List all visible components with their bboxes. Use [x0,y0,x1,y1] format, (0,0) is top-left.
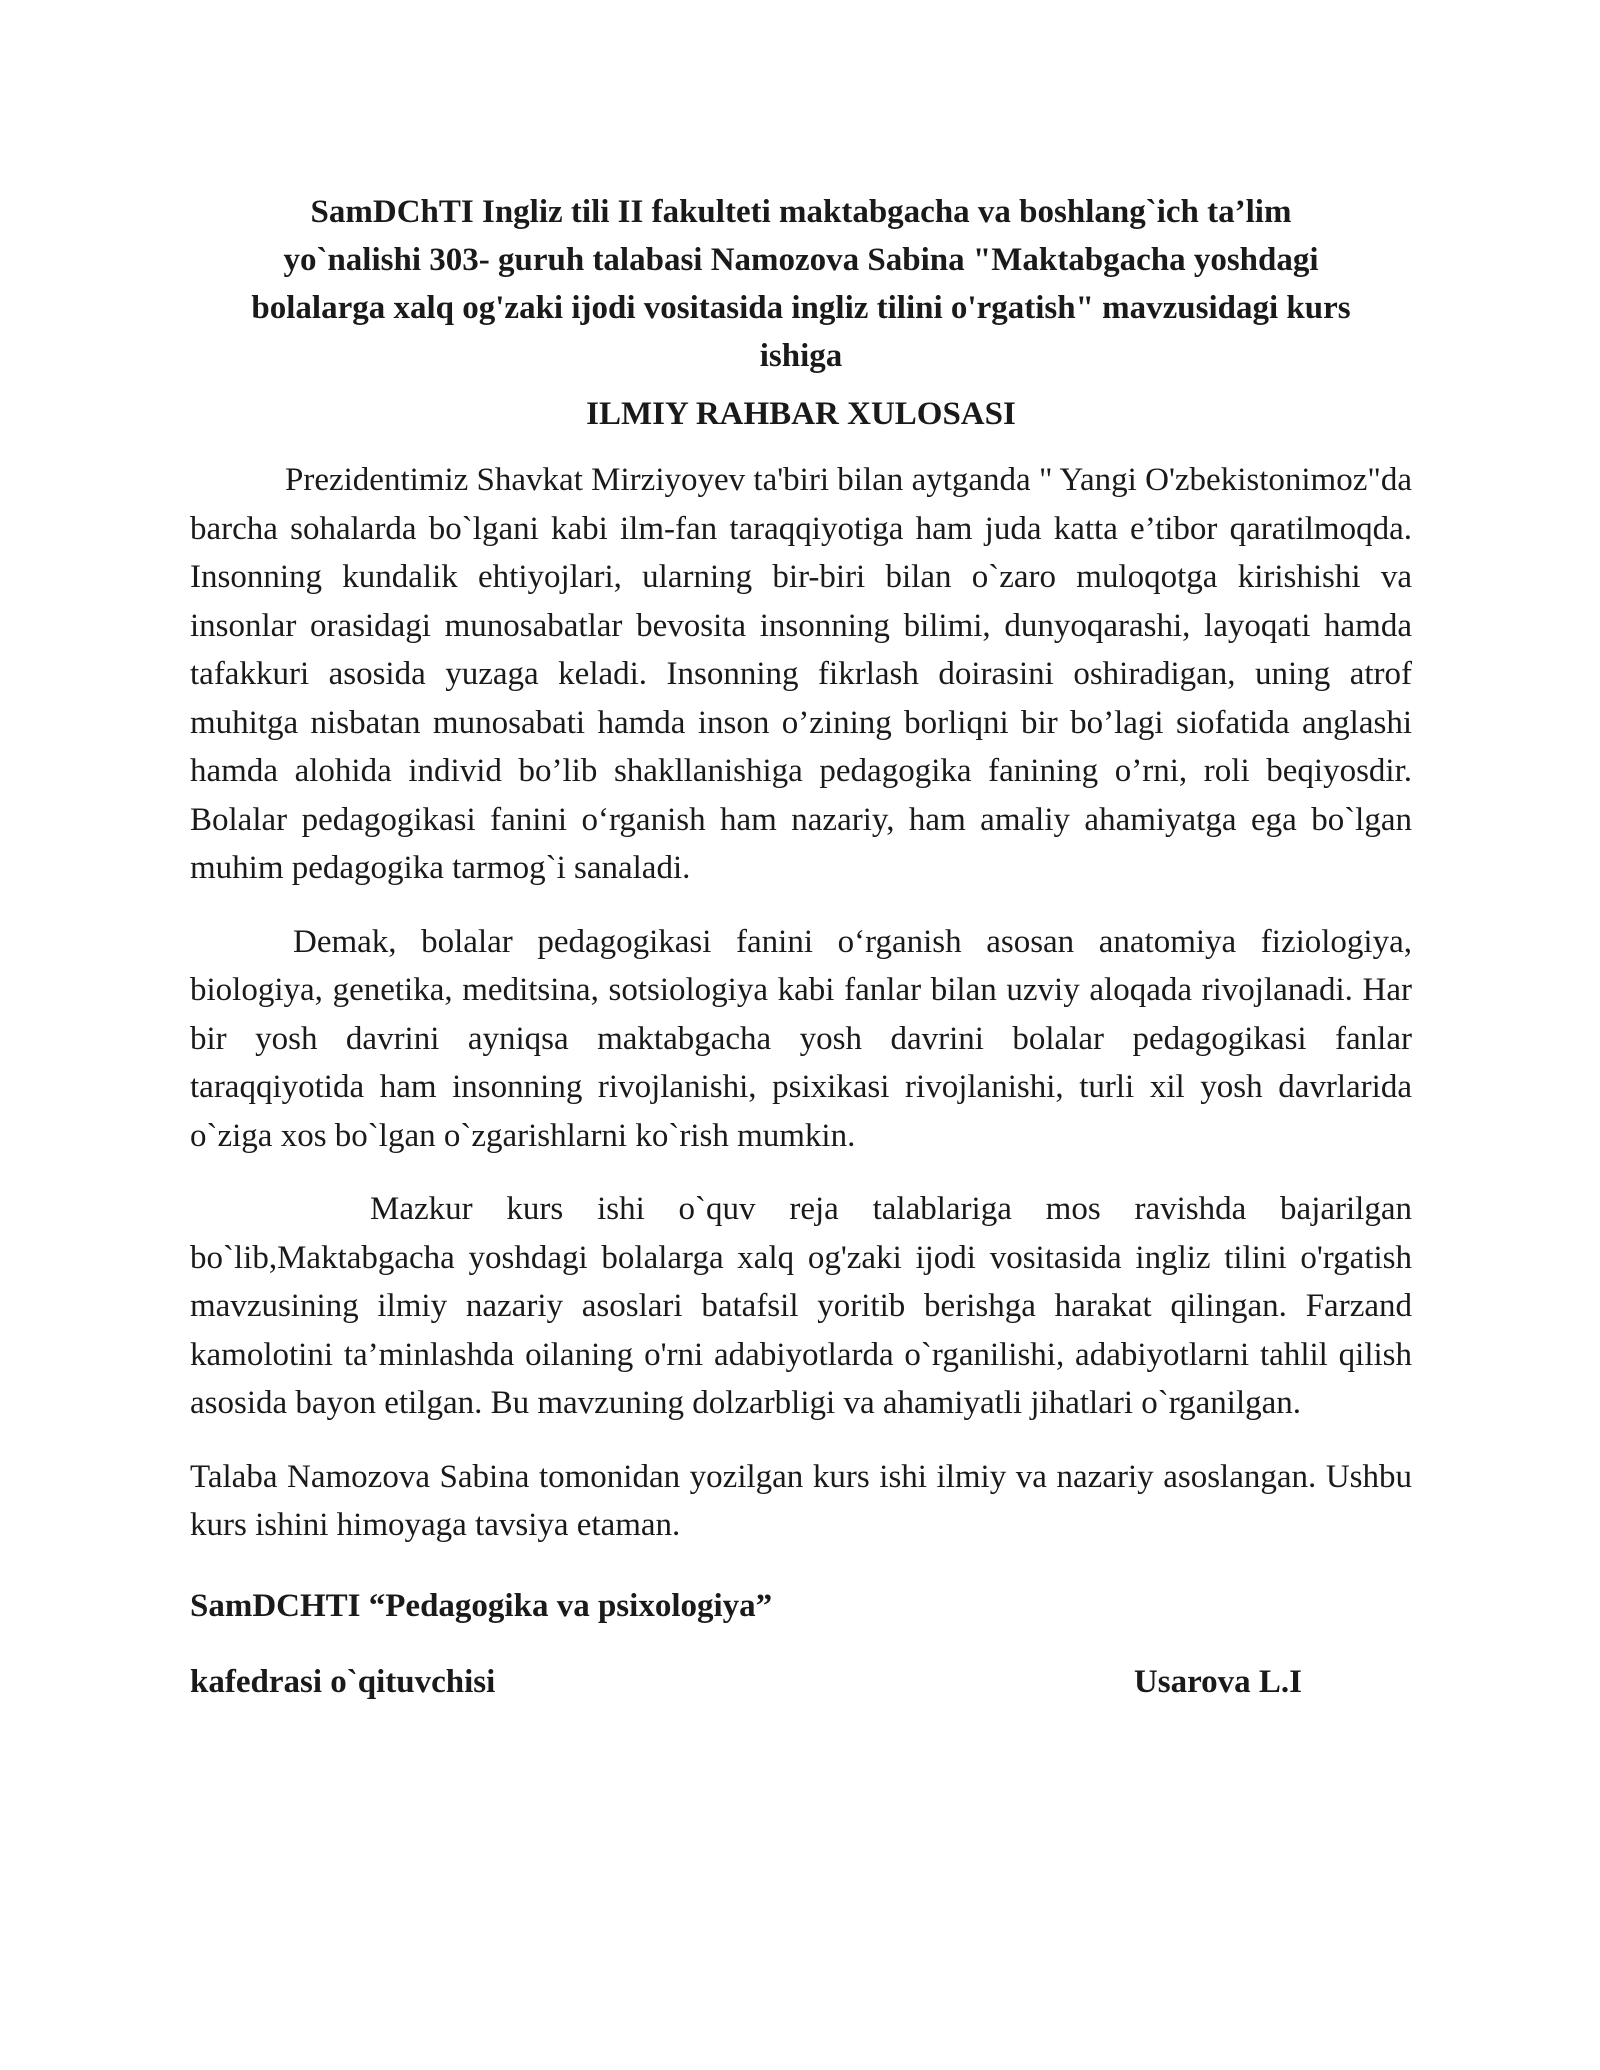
paragraph-2: Demak, bolalar pedagogikasi fanini o‘rganish asosan anatomiya fiziologiya, biologiya, genetika, meditsina, sotsiologiya kabi fanlar bilan uzviy aloqada rivojlanadi. Har bir yosh davrini ayniqsa maktabgacha yosh davrini bolalar pedagogikasi fanlar taraqqiyotida ham insonning rivojlanishi, psixikasi rivojlanishi, turli xil yosh davrlarida o`ziga xos bo`lgan o`zgarishlarni ko`rish mumkin. [190,923,1412,1154]
signature-row [190,1658,1302,1706]
document-title: ILMIY RAHBAR XULOSASI [586,396,1016,432]
paragraph-3: Mazkur kurs ishi o`quv reja talablariga mos ravishda bajarilgan bo`lib,Maktabgacha yoshdagi bolalarga xalq og'zaki ijodi vositasida ingliz tilini o'rgatish mavzusining ilmiy nazariy asoslari batafsil yoritib berishga harakat qilingan. Farzand kamolotini ta’minlashda oilaning o'rni adabiyotlarda o`rganilishi, adabiyotlarni tahlil qilish asosida bayon etilgan. Bu mavzuning dolzarbligi va ahamiyatli jihatlari o`rganilgan. [190,1191,1412,1421]
paragraph-1: Prezidentimiz Shavkat Mirziyoyev ta'biri bilan aytganda " Yangi O'zbekistonimoz"da barcha sohalarda bo`lgani kabi ilm-fan taraqqiyotiga ham juda katta e’tibor qaratilmoqda. Insonning kundalik ehtiyojlari, ularning bir-biri bilan o`zaro muloqotga kirishishi va insonlar orasidagi munosabatlar bevosita insonning bilimi, dunyoqarashi, layoqati hamda tafakkuri asosida yuzaga keladi. Insonning fikrlash doirasini oshiradigan, uning atrof muhitga nisbatan munosabati hamda inson o’zining borliqni bir bo’lagi siofatida anglashi hamda alohida individ bo’lib shakllanishiga pedagogika fanining o’rni, roli beqiyosdir. Bolalar pedagogikasi fanini o‘rganish ham nazariy, ham amaliy ahamiyatga ega bo`lgan muhim pedagogika tarmog`i sanaladi. [190,462,1412,886]
paragraph-4: Talaba Namozova Sabina tomonidan yozilgan kurs ishi ilmiy va nazariy asoslangan. Ushbu kurs ishini himoyaga tavsiya etaman. [190,1458,1412,1543]
signature-name: Usarova L.I [1133,1663,1302,1700]
signature-department: SamDCHTI “Pedagogika va psixologiya” [190,1587,773,1624]
document-heading: SamDChTI Ingliz tili II fakulteti maktabgacha va boshlang`ich ta’lim yo`nalishi 303- guruh talabasi Namozova Sabina "Maktabgacha yoshdagi bolalarga xalq og'zaki ijodi vositasida ingliz tilini o'rgatish" mavzusidagi kurs ishiga [251,194,1351,374]
document-page [190,188,1412,1706]
signature-position: kafedrasi o`qituvchisi [190,1663,496,1700]
signature-block [190,1582,1412,1706]
